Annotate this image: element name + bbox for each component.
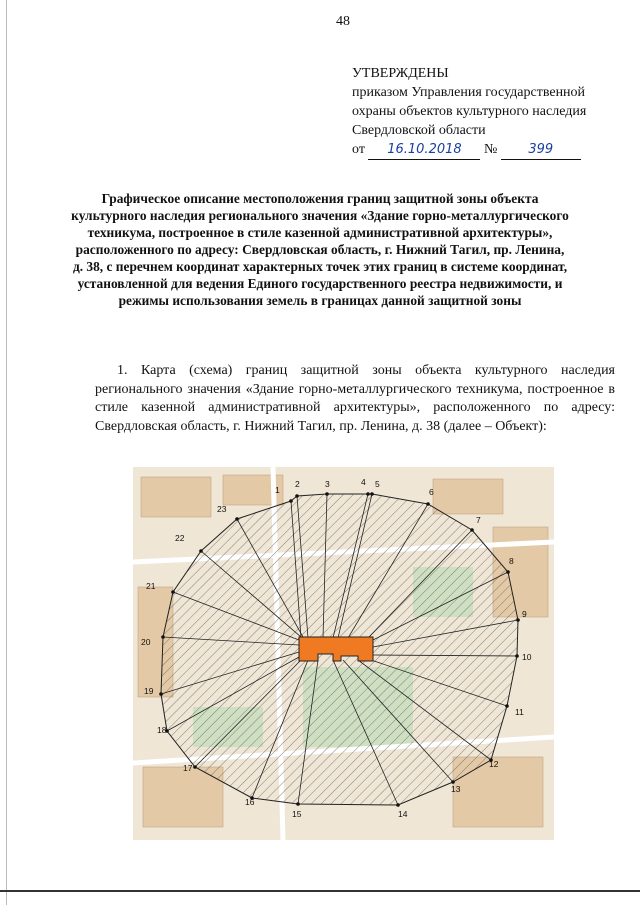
approval-title: УТВЕРЖДЕНЫ: [352, 66, 449, 81]
vertex-point: [171, 590, 175, 594]
point-label: 19: [144, 686, 154, 696]
point-label: 22: [175, 533, 185, 543]
heritage-object: [299, 637, 373, 661]
approval-date-line: [352, 140, 586, 160]
point-label: 23: [217, 504, 227, 514]
point-label: 10: [522, 652, 532, 662]
point-label: 9: [522, 609, 527, 619]
vertex-point: [515, 654, 519, 658]
point-label: 11: [515, 707, 524, 717]
point-label: 16: [245, 797, 255, 807]
point-label: 20: [141, 637, 151, 647]
vertex-point: [235, 517, 239, 521]
vertex-point: [193, 765, 197, 769]
point-label: 12: [489, 759, 499, 769]
point-label: 6: [429, 487, 434, 497]
vertex-point: [289, 499, 293, 503]
point-label: 8: [509, 556, 514, 566]
point-label: 4: [361, 477, 366, 487]
approval-block: [352, 64, 586, 160]
point-label: 5: [375, 479, 380, 489]
vertex-point: [516, 618, 520, 622]
scan-edge: [6, 0, 7, 905]
vertex-point: [396, 803, 400, 807]
vertex-point: [199, 549, 203, 553]
point-label: 3: [325, 479, 330, 489]
vertex-point: [325, 492, 329, 496]
point-label: 14: [398, 809, 408, 819]
point-label: 2: [295, 479, 300, 489]
vertex-point: [159, 692, 163, 696]
vertex-point: [505, 704, 509, 708]
approval-line: приказом Управления государственной: [352, 85, 586, 100]
vertex-point: [295, 494, 299, 498]
date-prefix: от: [352, 142, 365, 157]
document-heading: Графическое описание местоположения границ защитной зоны объекта культурного наследия регионального значения «Здание горно-металлургического техникума, построенное в стиле казенной административной архитектуры», расположенного по адресу: Свердловская область, г. Нижний Тагил, пр. Ленина, д. 38, с перечнем координат характерных точек этих границ в системе координат, установленной для ведения Единого государственного реестра недвижимости, и режимы использования земель в границах данной защитной зоны: [71, 191, 569, 308]
vertex-point: [296, 802, 300, 806]
protection-zone-map: [133, 467, 554, 840]
paragraph-1: [95, 362, 615, 436]
approval-line: охраны объектов культурного наследия: [352, 104, 587, 119]
point-label: 21: [146, 581, 156, 591]
number-prefix: №: [483, 142, 498, 157]
point-label: 17: [183, 763, 193, 773]
point-label: 7: [476, 515, 481, 525]
point-label: 15: [292, 809, 302, 819]
vertex-point: [426, 502, 430, 506]
point-label: 18: [157, 725, 167, 735]
paragraph-1-text: 1. Карта (схема) границ защитной зоны объекта культурного наследия регионального значения «Здание горно-металлургического техникума, построенное в стиле казенной административной архитектуры», расположенного по адресу: Свердловская область, г. Нижний Тагил, пр. Ленина, д. 38 (далее – Объект):: [95, 363, 615, 434]
date-value: 16.10.2018: [368, 140, 480, 160]
vertex-point: [470, 528, 474, 532]
point-label: 1: [275, 485, 280, 495]
vertex-point: [161, 635, 165, 639]
page-number: 48: [336, 14, 350, 29]
point-label: 13: [451, 784, 461, 794]
vertex-point: [366, 492, 370, 496]
vertex-point: [370, 492, 374, 496]
approval-line: Свердловской области: [352, 123, 486, 138]
scan-bottom-edge: [0, 890, 640, 892]
vertex-point: [506, 570, 510, 574]
number-value: 399: [501, 140, 581, 160]
